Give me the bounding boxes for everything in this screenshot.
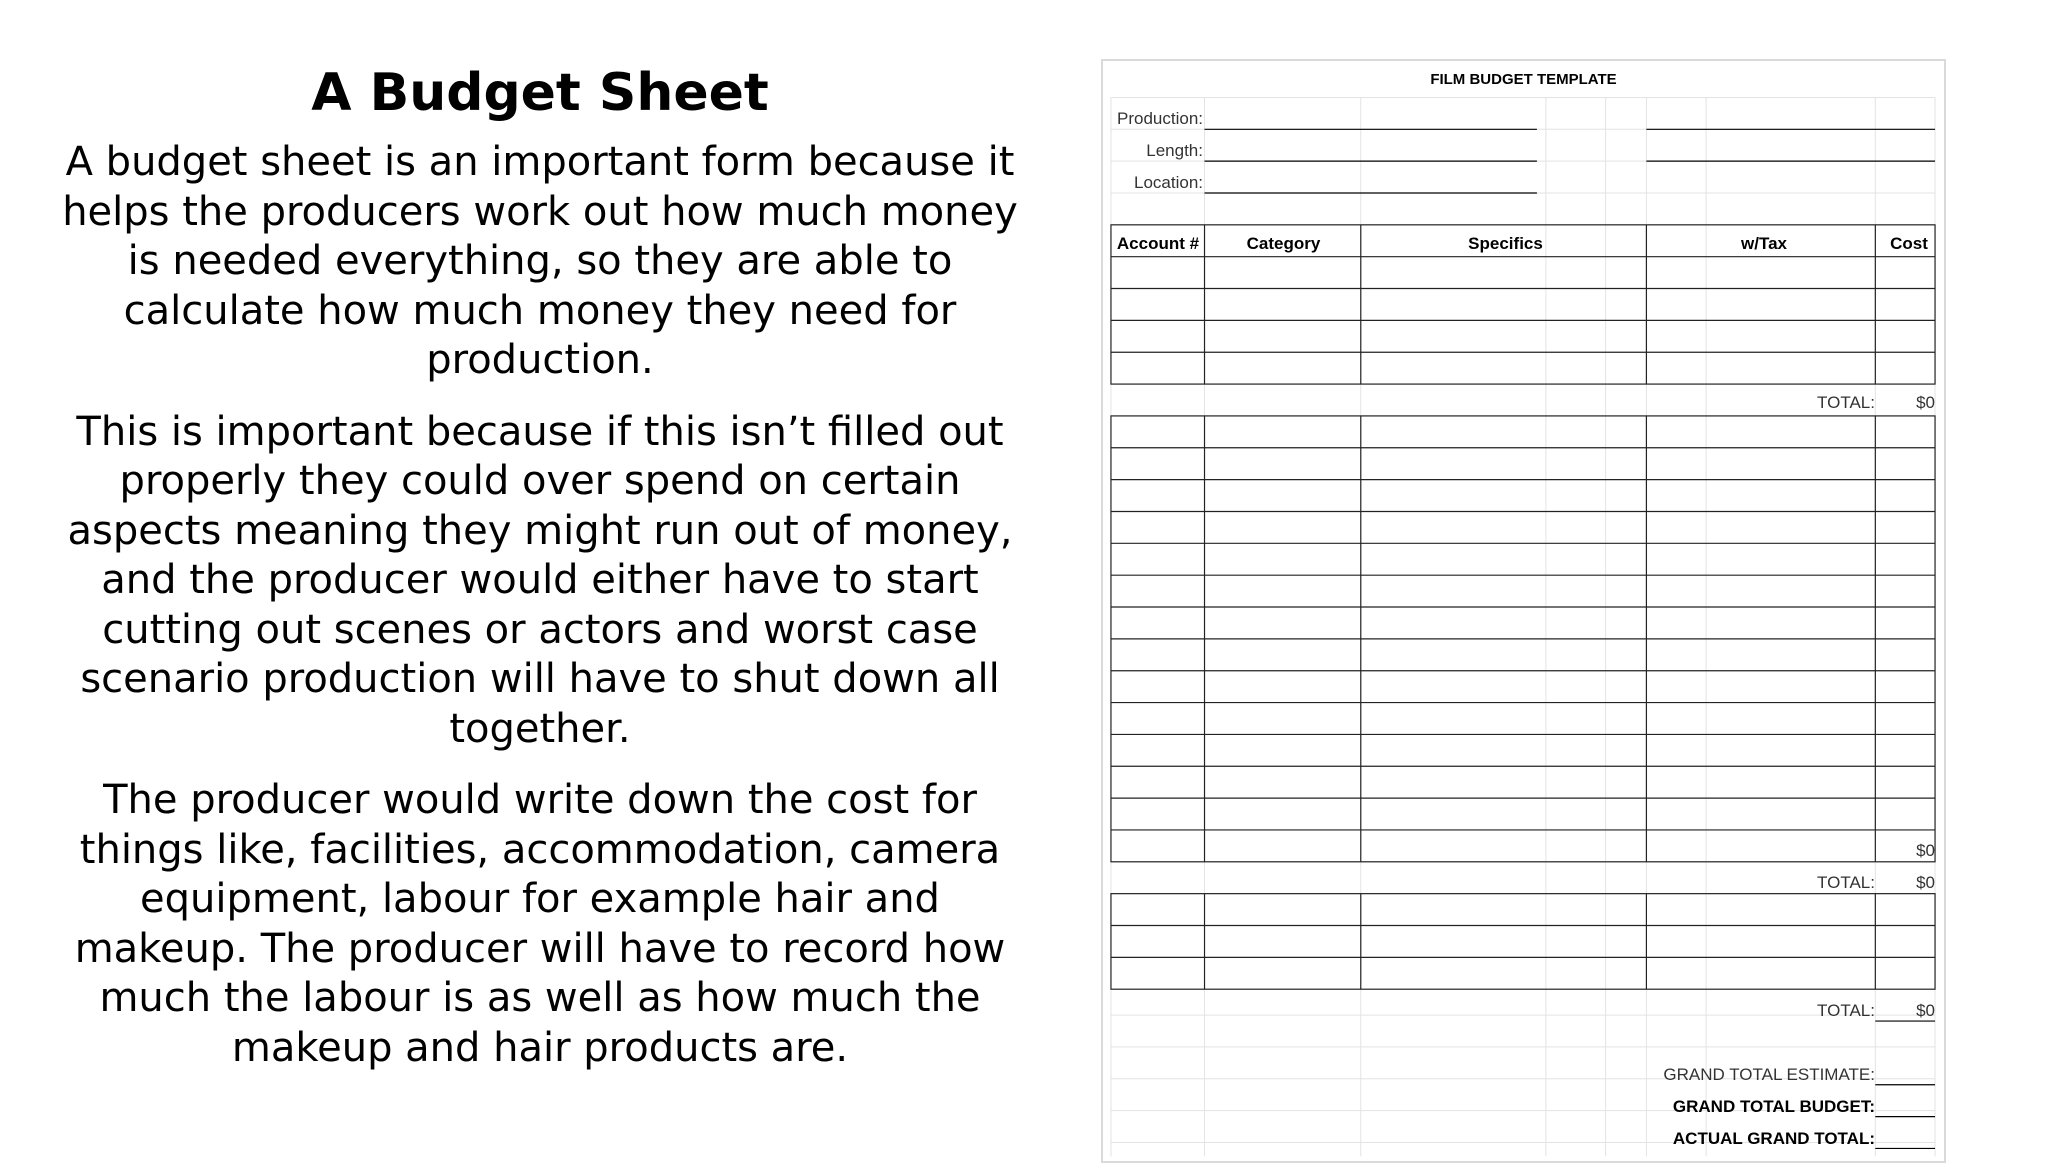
location-label: Location: — [1134, 173, 1203, 192]
column-header-account: Account # — [1116, 234, 1200, 253]
paragraph-3: The producer would write down the cost for things like, facilities, accommodation, camera equipment, labour for example hair and makeup. The producer will have to record how much the labour is as well as how much the makeup and hair products are. — [74, 777, 1006, 1071]
length-label: Length: — [1146, 141, 1203, 160]
grand-total-estimate-label: GRAND TOTAL ESTIMATE: — [1663, 1065, 1875, 1084]
subtotal-cell: $0 — [1916, 841, 1935, 860]
total-label-3: TOTAL: — [1817, 1001, 1875, 1020]
grand-total-budget-label: GRAND TOTAL BUDGET: — [1672, 1097, 1875, 1116]
paragraph-1: A budget sheet is an important form because it helps the producers work out how much money is needed everything, so they are able to calculate how much money they need for production. — [62, 139, 1018, 383]
total-label-1: TOTAL: — [1817, 393, 1875, 412]
production-label: Production: — [1117, 109, 1203, 128]
film-budget-template — [1101, 59, 1946, 1163]
total-value-3: $0 — [1916, 1001, 1935, 1020]
slide-title: A Budget Sheet — [311, 63, 769, 123]
actual-grand-total-label: ACTUAL GRAND TOTAL: — [1672, 1129, 1875, 1148]
column-header-category: Category — [1246, 234, 1321, 253]
column-header-cost: Cost — [1890, 234, 1928, 253]
column-header-specifics: Specifics — [1468, 234, 1543, 253]
total-value-2: $0 — [1916, 873, 1935, 892]
spreadsheet-grid — [1103, 61, 1944, 1161]
paragraph-2: This is important because if this isn’t filled out properly they could over spend on certain aspects meaning they might run out of money, and the producer would either have to start cutting out scenes or actors and worst case scenario production will have to shut down all together. — [67, 408, 1013, 752]
total-label-2: TOTAL: — [1817, 873, 1875, 892]
column-header-wtax: w/Tax — [1741, 234, 1787, 253]
total-value-1: $0 — [1916, 393, 1935, 412]
slide-text-panel — [60, 60, 1020, 1095]
sheet-title: FILM BUDGET TEMPLATE — [1430, 71, 1617, 88]
